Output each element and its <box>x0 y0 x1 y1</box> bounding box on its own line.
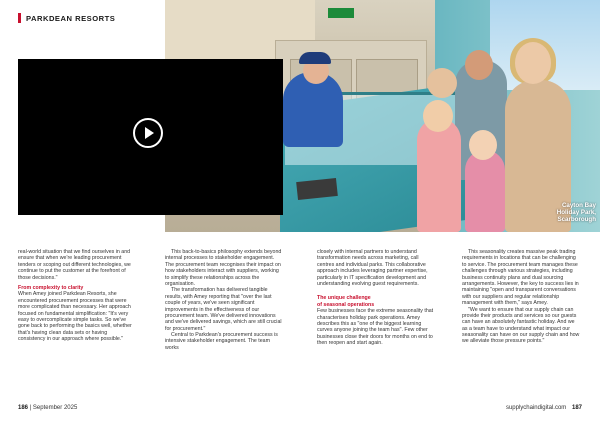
article-column-2 <box>165 249 283 351</box>
brand-accent-bar <box>18 13 21 23</box>
article-column-3 <box>317 249 435 346</box>
paragraph: real-world situation that we find ourselves in and ensure that when we're leading procurement tenders or scoping out different technologies, we continue to put the customer at the forefront of those decisions." <box>18 249 131 281</box>
exit-sign <box>328 8 354 18</box>
page-number-left: 186 <box>18 405 29 411</box>
article-column-4 <box>462 249 580 345</box>
paragraph: The transformation has delivered tangible results, with Amey reporting that "over the last couple of years, we've seen significant improvements in the effectiveness of our procurement team. We've delivered innovations and we've delivered savings, which are still crucial for procurement." <box>165 287 282 332</box>
play-button[interactable] <box>133 118 163 148</box>
paragraph: Few businesses face the extreme seasonality that characterises holiday park operations. Amey describes this as "one of the biggest learning curves anyone joining the team has". Few other businesses close their doors for months on end to then reopen and start again. <box>317 308 434 347</box>
footer-left: 186 | September 2025 <box>18 405 78 411</box>
photo-caption: Cayton Bay Holiday Park, Scarborough <box>556 202 596 224</box>
website-url[interactable]: supplychaindigital.com <box>505 405 567 411</box>
paragraph: Central to Parkdean's procurement success is intensive stakeholder engagement. The team works <box>165 332 278 351</box>
brand-name: PARKDEAN RESORTS <box>26 13 116 23</box>
paragraph: closely with internal partners to understand transformation needs across marketing, call centres and individual parks. This collaborative approach includes leveraging partner expertise, particularly in IT specification development and understanding evolving guest requirements. <box>317 249 428 287</box>
page-number-right: 187 <box>571 405 582 411</box>
subheading: From complexity to clarity <box>18 284 84 291</box>
paragraph: When Amey joined Parkdean Resorts, she encountered procurement processes that were more complicated than necessary. Her approach focused on fundamental simplification: "It's very easy to overcomplicate simple tasks. So we've gone back to performing the basics well, whether that's having clean data sets or having consistency in our approach where possible." <box>18 291 132 343</box>
issue-date: September 2025 <box>32 405 78 411</box>
paragraph: This back-to-basics philosophy extends beyond internal processes to stakeholder engagement. The procurement team recognises their impact on how stakeholders interact with suppliers, working to simplify these relationships across the organisation. <box>165 249 282 287</box>
subheading: of seasonal operations <box>317 301 375 308</box>
paragraph: This seasonality creates massive peak trading requirements in locations that can be challenging to service. The procurement team manages these challenges through various strategies, including business continuity plans and dual sourcing arrangements. However, the key to success lies in maintaining "open and transparent conversations with our suppliers and regular relationship management with them," says Amey. <box>462 249 579 307</box>
play-icon <box>145 127 154 139</box>
footer-right <box>506 405 582 411</box>
brand-header <box>18 13 115 23</box>
paragraph: "We want to ensure that our supply chain can provide their products and services so our guests can have an absolutely fantastic holiday. And we as a team have to understand what impact our seasonality can have on our supply chain and how we alleviate those pressure points." <box>462 306 580 345</box>
article-column-1 <box>18 249 136 342</box>
subheading: The unique challenge <box>317 295 371 302</box>
